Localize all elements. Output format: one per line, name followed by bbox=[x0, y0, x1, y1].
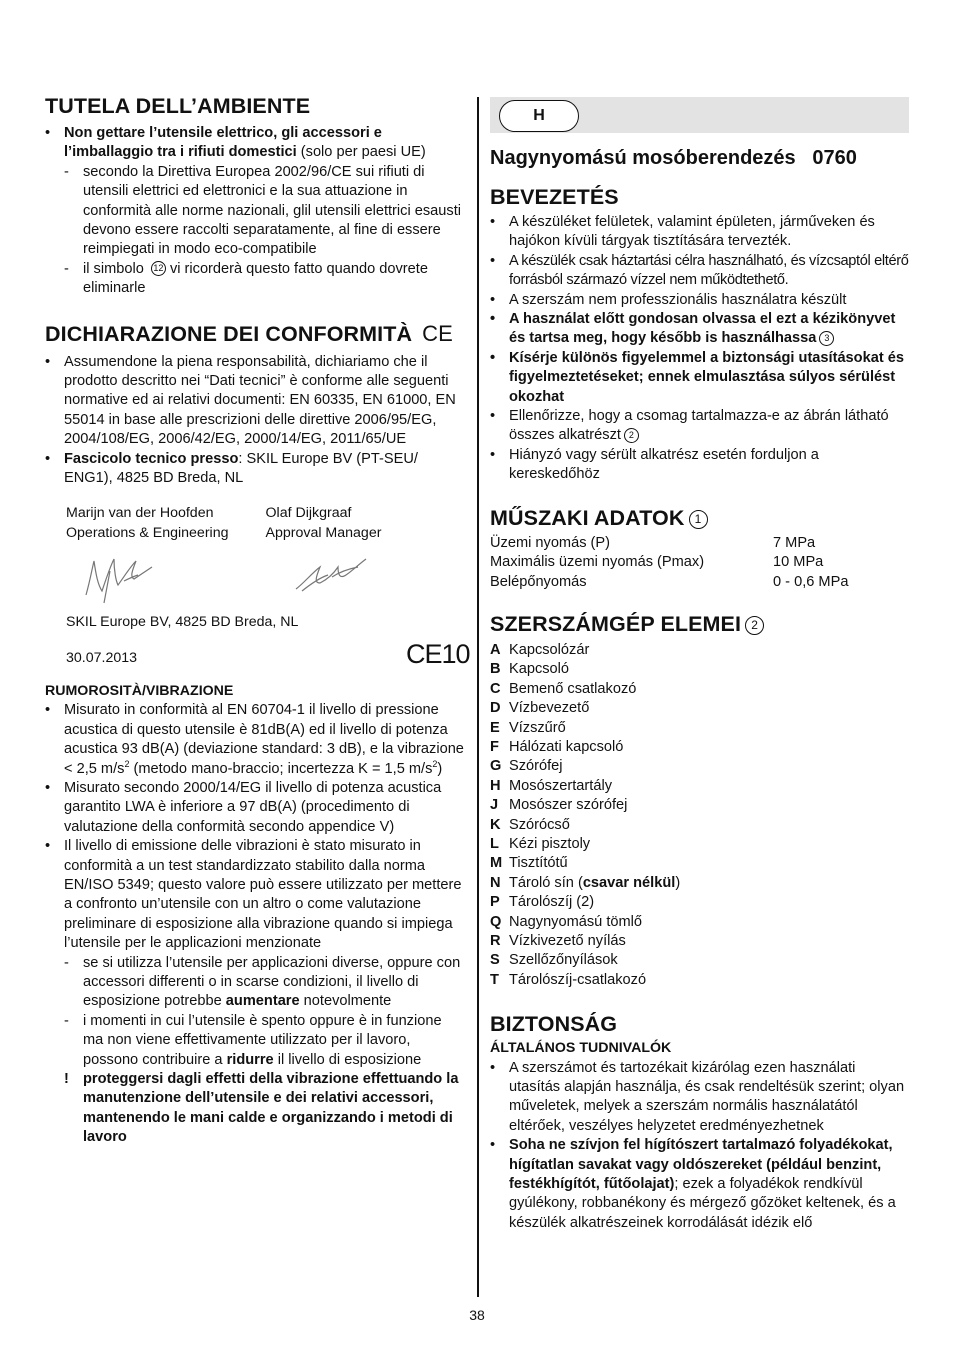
part-label: Szórócső bbox=[509, 816, 570, 833]
list-item: • Assumendone la piena responsabilità, dichiariamo che il prodotto descritto nei “Dati tecnici” è conforme alle seguenti normative ed ai relativi documenti: EN 60335, EN 61000, EN 55014 in base alle prescrizioni delle direttive 2006/95/EG, 2004/108/EG, 2006/42/EG, 2000/14/EG, 2011/65/UE bbox=[45, 353, 465, 450]
spec-row bbox=[490, 573, 910, 592]
symbol-1-icon: 1 bbox=[689, 510, 708, 529]
part-label: Vízkivezető nyílás bbox=[509, 933, 626, 949]
noise-d2-b: il livello di esposizione bbox=[273, 1051, 422, 1068]
tech-title-text: MŰSZAKI ADATOK bbox=[490, 505, 685, 530]
list-item bbox=[490, 971, 910, 990]
list-item bbox=[490, 913, 910, 932]
noise-title: RUMOROSITÀ/VIBRAZIONE bbox=[45, 682, 234, 699]
list-item bbox=[490, 932, 910, 951]
superscript: 2 bbox=[124, 758, 130, 769]
env-list bbox=[45, 124, 465, 299]
list-item bbox=[490, 738, 910, 757]
list-item bbox=[490, 680, 910, 699]
list-item bbox=[490, 757, 910, 776]
signature-1-icon bbox=[80, 551, 160, 609]
date-row bbox=[66, 638, 470, 670]
spec-value: 7 MPa bbox=[773, 534, 816, 551]
part-label: Szórófej bbox=[509, 758, 563, 775]
part-label: Kapcsoló bbox=[509, 661, 570, 678]
noise-b1-b: (metodo mano-braccio; incertezza K = 1,5 m/s bbox=[129, 760, 433, 777]
list-item bbox=[45, 450, 465, 489]
spec-label: Maximális üzemi nyomás (Pmax) bbox=[490, 554, 705, 571]
list-item bbox=[490, 854, 910, 873]
env-d2-a: il simbolo bbox=[83, 260, 148, 277]
list-item: • Hiányzó vagy sérült alkatrész esetén forduljon a kereskedőhöz bbox=[490, 446, 910, 485]
part-key: K bbox=[490, 816, 501, 833]
part-key: F bbox=[490, 738, 499, 755]
list-item: • Misurato secondo 2000/14/EG il livello di potenza acustica garantito LWA è inferiore a 97 dB(A) (procedimento di valutazione della conformità secondo appendice V) bbox=[45, 779, 465, 837]
symbol-3-icon: 3 bbox=[819, 331, 834, 346]
safety-subtitle: ÁLTALÁNOS TUDNIVALÓK bbox=[490, 1040, 672, 1057]
list-item: • Kísérje különös figyelemmel a biztonsági utasításokat és figyelmeztetéseket; ennek elmulasztása súlyos sérülést okozhat bbox=[490, 349, 910, 407]
part-label: Bemenő csatlakozó bbox=[509, 680, 637, 697]
list-item: • A készülék csak háztartási célra használható, és vízcsaptól eltérő forrásból származó vízzel nem működtethető. bbox=[490, 252, 910, 291]
ce-mark-icon: CE bbox=[422, 320, 453, 346]
env-b1-bold: Non gettare l’utensile elettrico, gli accessori e l’imballaggio tra i rifiuti domestici bbox=[64, 125, 382, 161]
part-key: B bbox=[490, 661, 501, 678]
part-key: M bbox=[490, 855, 503, 872]
signatory-role: Approval Manager bbox=[265, 524, 382, 541]
signatures bbox=[66, 543, 465, 611]
list-item bbox=[64, 260, 465, 299]
part-key: C bbox=[490, 680, 501, 697]
list-item bbox=[490, 641, 910, 660]
signatory-1 bbox=[66, 503, 266, 543]
noise-b1-c: ) bbox=[437, 760, 443, 777]
intro-title: BEVEZETÉS bbox=[490, 185, 619, 209]
part-key: G bbox=[490, 758, 502, 775]
symbol-2-icon: 2 bbox=[745, 616, 764, 635]
part-key: L bbox=[490, 835, 499, 852]
list-item bbox=[64, 954, 465, 1012]
part-label-end: ) bbox=[675, 874, 681, 891]
list-item bbox=[490, 796, 910, 815]
noise-d1-a: se si utilizza l’utensile per applicazioni diverse, oppure con accessori differenti o in scarse condizioni, il livello di esposizione potrebbe bbox=[83, 954, 461, 1010]
spec-table bbox=[490, 534, 910, 592]
list-item bbox=[490, 719, 910, 738]
part-key: D bbox=[490, 700, 501, 717]
part-key: E bbox=[490, 719, 500, 736]
list-item bbox=[45, 701, 465, 779]
part-key: H bbox=[490, 777, 501, 794]
spec-row bbox=[490, 553, 910, 572]
part-label: Mosószertartály bbox=[509, 777, 612, 794]
page-number: 38 bbox=[469, 1307, 485, 1323]
left-column bbox=[45, 90, 470, 1148]
right-column bbox=[490, 146, 910, 1233]
noise-d2-bold: ridurre bbox=[226, 1051, 274, 1068]
spec-row bbox=[490, 534, 910, 553]
part-key: S bbox=[490, 952, 500, 969]
part-label: Tisztítótű bbox=[509, 855, 568, 872]
list-item bbox=[490, 893, 910, 912]
part-label-bold: csavar nélkül bbox=[582, 874, 676, 891]
part-key: R bbox=[490, 933, 501, 949]
signatory-2 bbox=[266, 503, 466, 543]
conformity-list bbox=[45, 353, 465, 489]
conf-b2-rest: : SKIL Europe BV (PT-SEU/ ENG1), 4825 BD Breda, NL bbox=[64, 450, 418, 487]
env-d2-b: vi ricorderà questo fatto quando dovrete eliminarle bbox=[83, 260, 428, 297]
list-item bbox=[490, 660, 910, 679]
list-item bbox=[490, 951, 910, 970]
list-item bbox=[490, 835, 910, 854]
company-address: SKIL Europe BV, 4825 BD Breda, NL bbox=[66, 613, 299, 630]
part-key: A bbox=[490, 641, 501, 658]
superscript: 2 bbox=[432, 758, 438, 769]
part-label: Vízbevezető bbox=[509, 700, 590, 717]
env-title: TUTELA DELL’AMBIENTE bbox=[45, 94, 311, 118]
parts-list bbox=[490, 641, 910, 990]
symbol-2-icon: 2 bbox=[624, 428, 639, 443]
part-key: N bbox=[490, 874, 501, 891]
safety-b2-rest: ; ezek a folyadékok rendkívül gyúlékony, robbanékony és mérgező gőzöket keltenek, és a készülék alkatrészeinek korrodálását idézik elő bbox=[509, 1176, 896, 1231]
env-sublist bbox=[64, 163, 465, 299]
part-label: Tárolószíj-csatlakozó bbox=[509, 971, 647, 988]
language-badge: H bbox=[499, 100, 579, 132]
list-item bbox=[64, 1012, 465, 1070]
parts-title-text: SZERSZÁMGÉP ELEMEI bbox=[490, 611, 742, 636]
list-item: ! proteggersi dagli effetti della vibrazione effettuando la manutenzione dell’utensile e dei relativi accessori, mantenendo le mani calde e organizzando i metodi di lavoro bbox=[64, 1070, 465, 1148]
list-item: • A szerszám nem professzionális használatra készült bbox=[490, 291, 910, 310]
list-item bbox=[490, 874, 910, 893]
part-label: Kézi pisztoly bbox=[509, 835, 591, 852]
conf-b2-bold: Fascicolo tecnico presso bbox=[64, 450, 239, 467]
noise-d1-b: notevolmente bbox=[299, 993, 392, 1010]
list-item: • A szerszámot és tartozékait kizárólag ezen használati utasítás alapján használja, és csak rendeltésük szerint; olyan műveletek, melyek a szerszám normális használatától eltérőek, veszélyes helyzetet eredményezhetnek bbox=[490, 1059, 910, 1137]
list-item bbox=[490, 310, 910, 349]
signatory-role: Operations & Engineering bbox=[66, 524, 229, 541]
list-item bbox=[490, 1136, 910, 1233]
intro-b4: A használat előtt gondosan olvassa el ezt a kézikönyvet és tartsa meg, hogy később is használhassa bbox=[509, 311, 896, 347]
signatory-name: Marijn van der Hoofden bbox=[66, 504, 214, 521]
part-label: Vízszűrő bbox=[509, 719, 566, 736]
noise-d1-bold: aumentare bbox=[225, 993, 300, 1010]
ce10-mark-icon: CE10 bbox=[406, 638, 470, 669]
safety-b2-bold: Soha ne szívjon fel hígítószert tartalmazó folyadékokat, hígítatlan savakat vagy oldószereket (például benzint, festékhígítót, fűtőolajat) bbox=[509, 1137, 893, 1193]
spec-value: 0 - 0,6 MPa bbox=[773, 573, 849, 590]
part-label: Mosószer szórófej bbox=[509, 797, 628, 814]
part-label: Kapcsolózár bbox=[509, 641, 590, 658]
part-label: Hálózati kapcsoló bbox=[509, 738, 624, 755]
spec-label: Üzemi nyomás (P) bbox=[490, 534, 611, 551]
part-key: P bbox=[490, 894, 500, 911]
part-label: Szellőzőnyílások bbox=[509, 952, 618, 969]
conformity-title-text: DICHIARAZIONE DEI CONFORMITÀ bbox=[45, 321, 413, 346]
list-item bbox=[490, 816, 910, 835]
intro-list bbox=[490, 213, 910, 485]
intro-b6: Ellenőrizze, hogy a csomag tartalmazza-e az ábrán látható összes alkatrészt bbox=[509, 408, 889, 444]
noise-d2-a: i momenti in cui l’utensile è spento oppure è in funzione ma non viene effettivamente utilizzato per il lavoro, possono contribuire a bbox=[83, 1012, 442, 1068]
safety-title: BIZTONSÁG bbox=[490, 1012, 618, 1037]
list-item bbox=[490, 777, 910, 796]
noise-b3: Il livello di emissione delle vibrazioni è stato misurato in conformità a un test standardizzato stabilito dalla norma EN/ISO 5349; questo valore può essere utilizzato per mettere a confronto un’utensile con un altro o come valutazione preliminare di esposizione alla vibrazione quando si impiega l’utensile per le applicazioni menzionate bbox=[64, 838, 462, 952]
safety-list bbox=[490, 1059, 910, 1234]
declaration-date: 30.07.2013 bbox=[66, 649, 138, 666]
part-key: Q bbox=[490, 913, 502, 930]
symbol-12-icon: 12 bbox=[151, 261, 166, 276]
part-label: Tároló sín ( bbox=[509, 874, 583, 891]
column-divider bbox=[477, 97, 479, 1297]
spec-label: Belépőnyomás bbox=[490, 573, 587, 590]
part-key: J bbox=[490, 797, 499, 814]
noise-list bbox=[45, 701, 465, 1147]
signatory-name: Olaf Dijkgraaf bbox=[265, 504, 352, 521]
product-title: Nagynyomású mosóberendezés 0760 bbox=[490, 147, 857, 169]
part-key: T bbox=[490, 971, 499, 988]
part-label: Nagynyomású tömlő bbox=[509, 913, 643, 930]
noise-sublist bbox=[64, 954, 465, 1148]
list-item: • A készüléket felületek, valamint épületen, járműveken és hajókon kívüli tárgyak tisztítására tervezték. bbox=[490, 213, 910, 252]
spec-value: 10 MPa bbox=[773, 554, 824, 571]
part-label: Tárolószíj (2) bbox=[509, 894, 595, 911]
list-item bbox=[490, 407, 910, 446]
list-item bbox=[490, 699, 910, 718]
list-item bbox=[45, 124, 465, 299]
signatories bbox=[66, 503, 465, 543]
noise-b1-a: Misurato in conformità al EN 60704-1 il livello di pressione acustica di questo utensile è 81dB(A) ed il livello di potenza acustica 93 dB(A) (deviazione standard: 3 dB), e la vibrazione < 2,5 m/s bbox=[64, 702, 464, 777]
tech-title bbox=[490, 505, 910, 531]
signature-2-icon bbox=[292, 553, 372, 597]
list-item: - secondo la Direttiva Europea 2002/96/CE sui rifiuti di utensili elettrici ed elettronici e la sua attuazione in conformità alle norme nazionali, glil utensili elettrici esausti devono essere raccolti separatamente, al fine di essere reimpiegati in modo eco-compatibile bbox=[64, 163, 465, 260]
list-item bbox=[45, 837, 465, 1148]
env-b1-rest: (solo per paesi UE) bbox=[296, 144, 426, 161]
parts-title bbox=[490, 611, 910, 637]
conformity-title bbox=[45, 321, 465, 347]
